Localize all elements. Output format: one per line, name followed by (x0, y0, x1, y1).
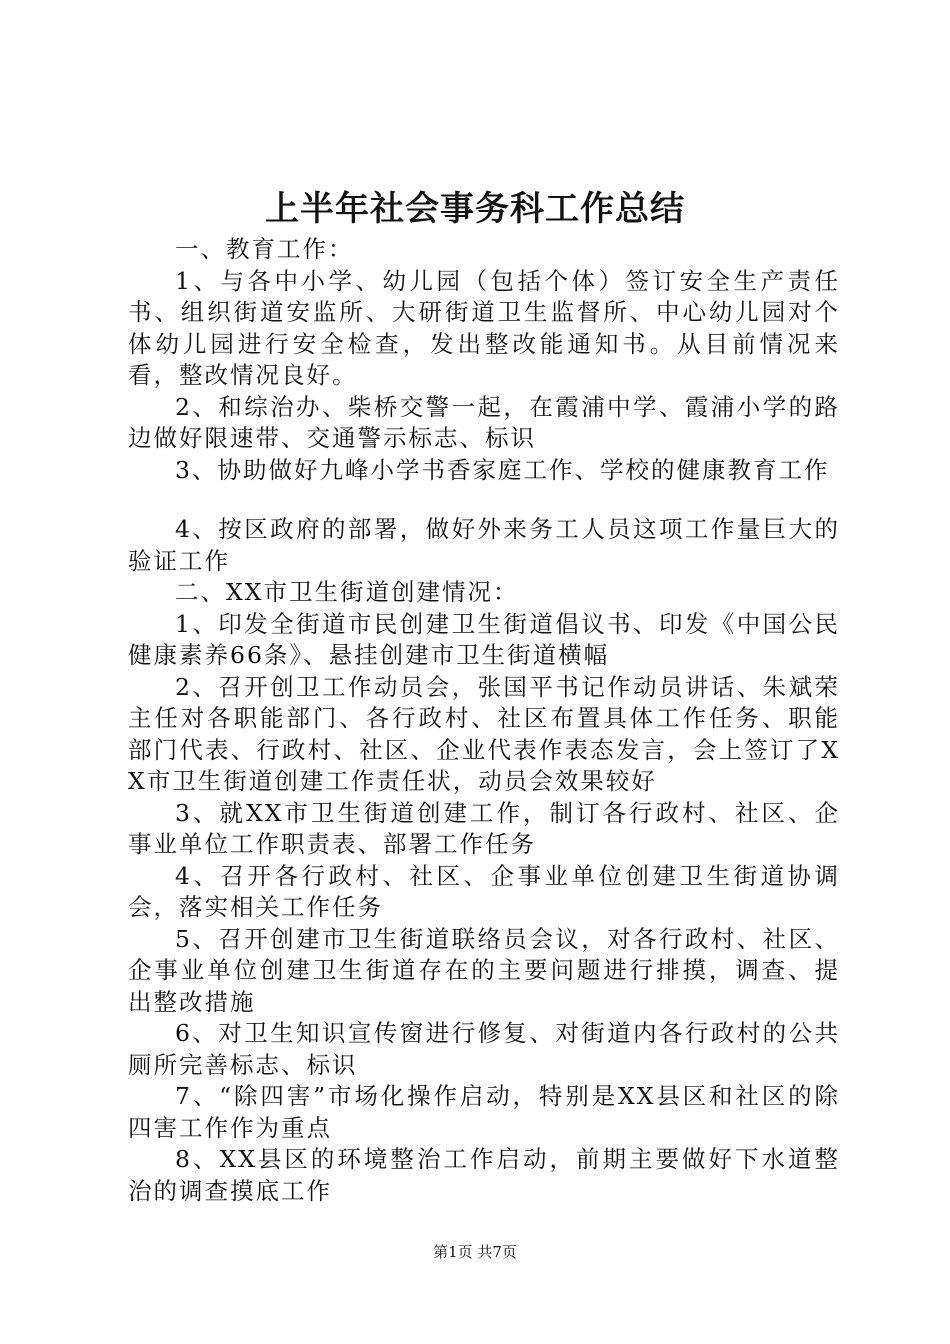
document-body (128, 234, 840, 1207)
paragraph: 1、印发全街道市民创建卫生街道倡议书、印发《中国公民健康素养66条》、悬挂创建市卫生街道横幅 (128, 609, 840, 669)
paragraph: 8、XX县区的环境整治工作启动，前期主要做好下水道整治的调查摸底工作 (128, 1145, 840, 1205)
paragraph: 7、“除四害”市场化操作启动，特别是XX县区和社区的除四害工作作为重点 (128, 1082, 840, 1142)
paragraph: 4、召开各行政村、社区、企事业单位创建卫生街道协调会，落实相关工作任务 (128, 861, 840, 921)
document-title: 上半年社会事务科工作总结 (265, 189, 685, 229)
paragraph: 5、召开创建市卫生街道联络员会议，对各行政村、社区、企事业单位创建卫生街道存在的主要问题进行排摸，调查、提出整改措施 (128, 924, 840, 1016)
paragraph: 2、和综治办、柴桥交警一起，在霞浦中学、霞浦小学的路边做好限速带、交通警示标志、标识 (128, 392, 840, 452)
section-heading-education: 一、教育工作： (175, 235, 354, 263)
paragraph: 3、协助做好九峰小学书香家庭工作、学校的健康教育工作 (175, 455, 830, 484)
paragraph: 2、召开创卫工作动员会，张国平书记作动员讲话、朱斌荣主任对各职能部门、各行政村、社区布置具体工作任务、职能部门代表、行政村、社区、企业代表作表态发言，会上签订了XX市卫生街道创建工作责任状，动员会效果较好 (128, 672, 840, 795)
page-number-footer: 第1页 共7页 (433, 1243, 517, 1261)
paragraph: 1、与各中小学、幼儿园（包括个体）签订安全生产责任书、组织街道安监所、大研街道卫生监督所、中心幼儿园对个体幼儿园进行安全检查，发出整改能通知书。从目前情况来看，整改情况良好。 (128, 266, 840, 389)
paragraph: 4、按区政府的部署，做好外来务工人员这项工作量巨大的验证工作 (128, 515, 840, 575)
section-heading-sanitation: 二、XX市卫生街道创建情况： (175, 578, 519, 606)
paragraph: 3、就XX市卫生街道创建工作，制订各行政村、社区、企事业单位工作职责表、部署工作任务 (128, 798, 840, 858)
paragraph: 6、对卫生知识宣传窗进行修复、对街道内各行政村的公共厕所完善标志、标识 (128, 1019, 840, 1079)
